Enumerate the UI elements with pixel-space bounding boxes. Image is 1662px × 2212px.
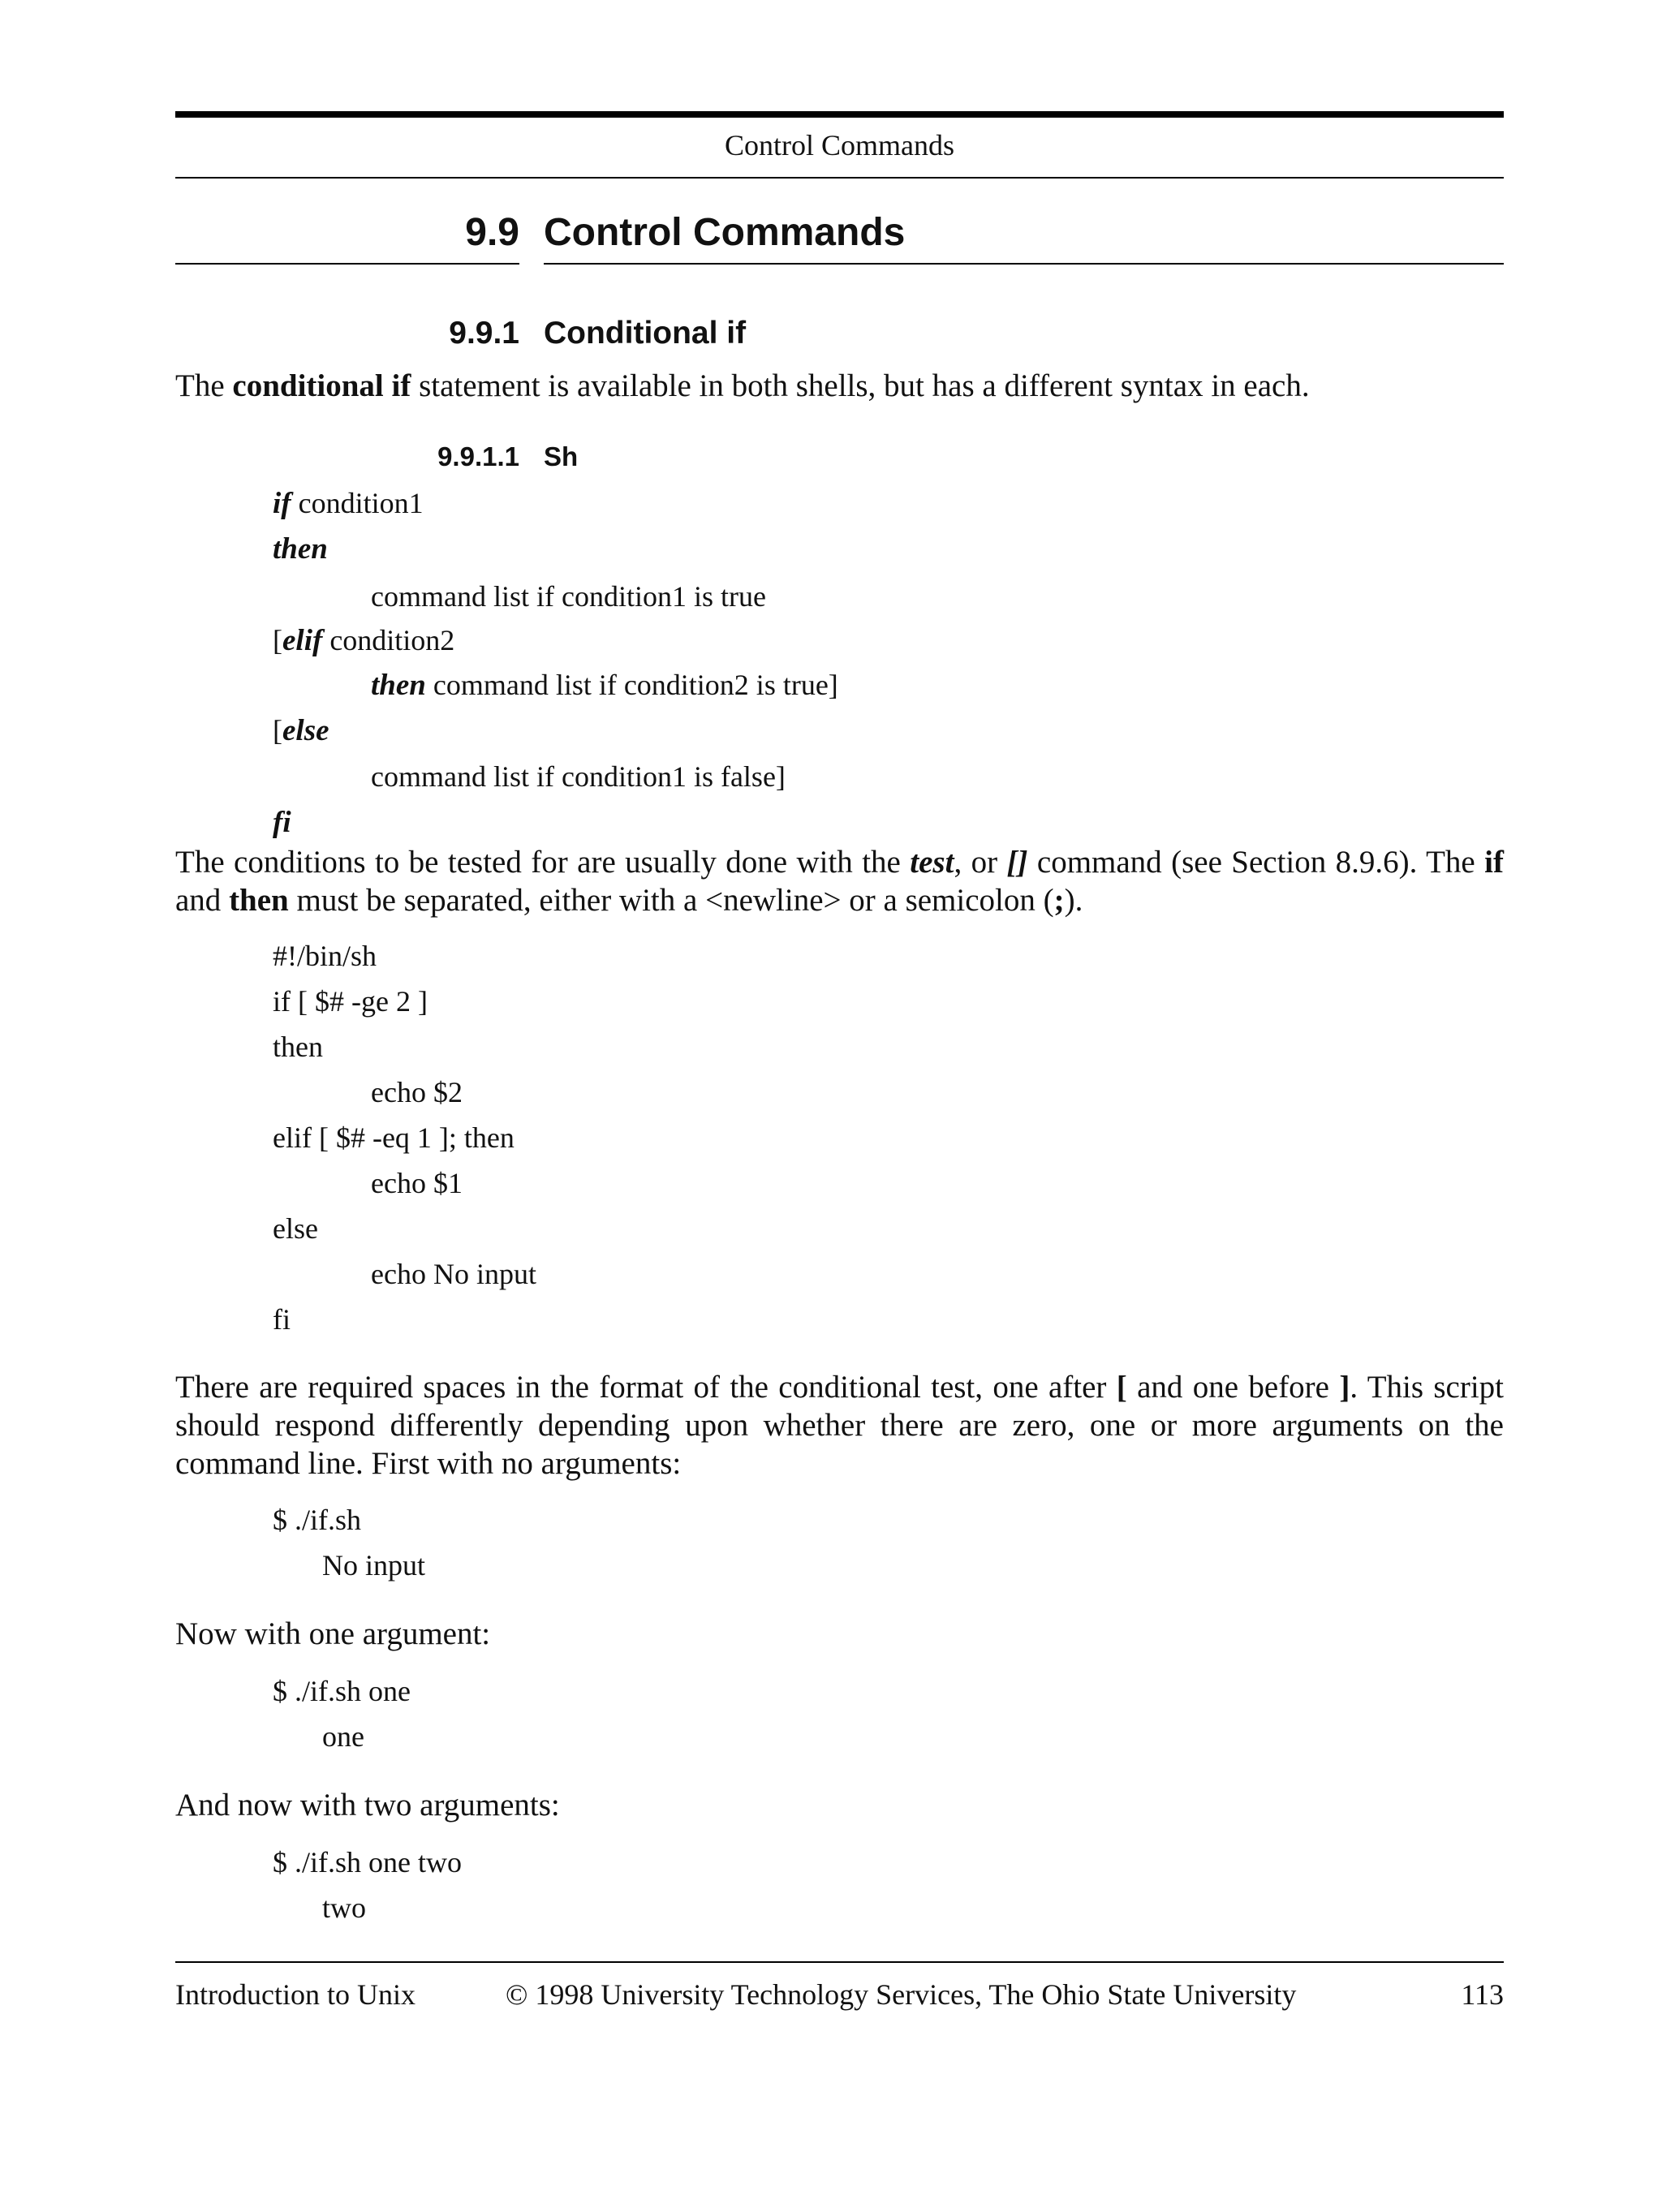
intro-paragraph: The conditional if statement is available in both shells, but has a different syntax in each. (175, 368, 1310, 403)
section-title: Control Commands (544, 211, 906, 254)
header-thin-rule (175, 177, 1504, 179)
section-rule-left (175, 263, 519, 265)
script-line: else (273, 1212, 318, 1245)
example1-output: No input (322, 1549, 426, 1582)
syntax-fi-line: fi (273, 806, 291, 839)
example2-output: one (322, 1720, 364, 1753)
example2-command: $ ./if.sh one (273, 1675, 411, 1707)
example3-output: two (322, 1891, 366, 1924)
syntax-else-line: [else (273, 714, 329, 747)
section-rule-right (544, 263, 1504, 265)
subsection-number: 9.9.1 (449, 316, 519, 351)
script-line: elif [ $# -eq 1 ]; then (273, 1121, 515, 1154)
footer-page-number: 113 (1461, 1978, 1504, 2011)
syntax-then-body: command list if condition1 is true (371, 580, 766, 613)
syntax-else-body: command list if condition1 is false] (371, 760, 786, 793)
footer-copyright: © 1998 University Technology Services, The Ohio State University (506, 1978, 1297, 2011)
one-argument-label: Now with one argument: (175, 1616, 491, 1651)
running-header: Control Commands (724, 129, 954, 161)
subsection-title: Conditional if (544, 316, 747, 351)
section-number: 9.9 (465, 211, 519, 254)
script-line: #!/bin/sh (273, 940, 377, 972)
syntax-then-line: then (273, 532, 328, 566)
script-line: if [ $# -ge 2 ] (273, 985, 428, 1018)
example1-command: $ ./if.sh (273, 1504, 362, 1536)
spaces-paragraph: There are required spaces in the format of the conditional test, one after [ and one before ]. This script should respond differently depending upon whether there are zero, one or more arguments on the command line. First with no arguments: (175, 1370, 1505, 1481)
script-line: echo $1 (371, 1167, 463, 1199)
conditions-paragraph: The conditions to be tested for are usually done with the test, or [] command (see Section 8.9.6). The if and then must be separated, either with a <newline> or a semicolon (;). (175, 845, 1504, 918)
script-line: then (273, 1031, 323, 1063)
example3-command: $ ./if.sh one two (273, 1846, 462, 1878)
subsubsection-title: Sh (544, 441, 579, 471)
footer-rule (175, 1961, 1504, 1963)
footer-book-title: Introduction to Unix (175, 1978, 416, 2011)
syntax-elif-then-line: then command list if condition2 is true] (371, 669, 838, 702)
subsubsection-number: 9.9.1.1 (437, 441, 519, 471)
script-line: fi (273, 1303, 291, 1336)
syntax-elif-line: [elif condition2 (273, 624, 455, 657)
script-line: echo $2 (371, 1076, 463, 1108)
two-arguments-label: And now with two arguments: (175, 1788, 560, 1823)
syntax-if-line: if condition1 (273, 487, 424, 520)
header-thick-rule (175, 111, 1504, 118)
script-line: echo No input (371, 1258, 536, 1290)
